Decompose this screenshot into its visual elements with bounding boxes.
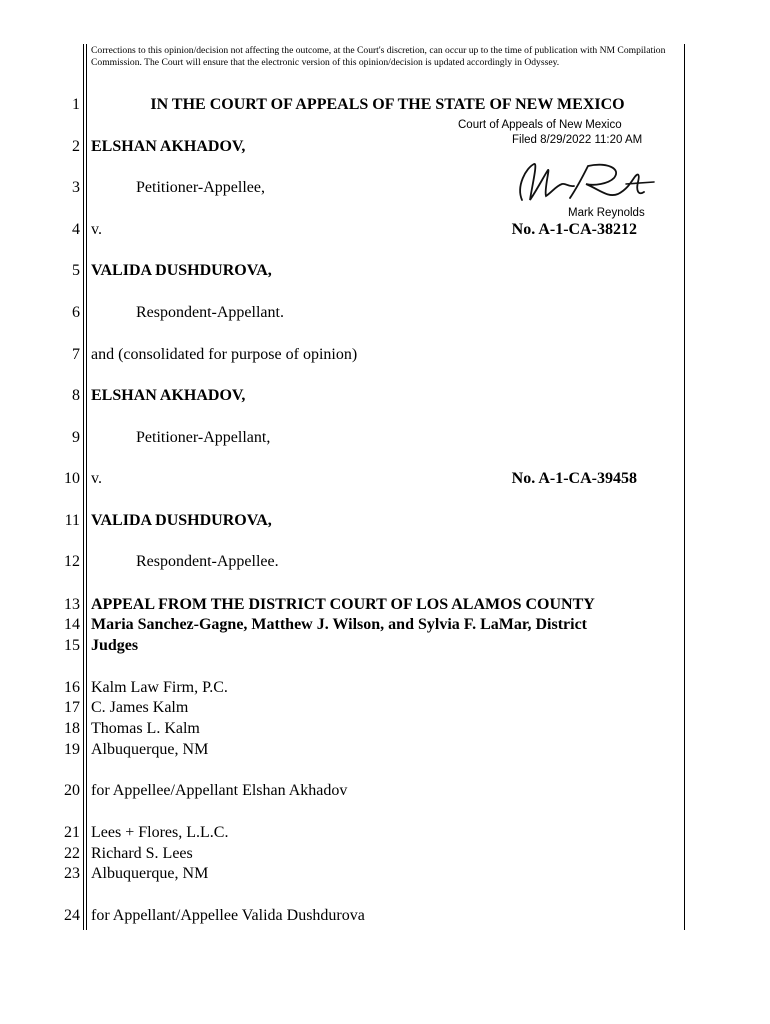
counsel1-representation: for Appellee/Appellant Elshan Akhadov [91, 782, 348, 799]
line-number: 14 [64, 616, 80, 633]
court-title: IN THE COURT OF APPEALS OF THE STATE OF NEW MEXICO [150, 96, 625, 113]
stamp-clerk-name: Mark Reynolds [568, 207, 645, 219]
line-number: 19 [64, 741, 80, 758]
line-number: 10 [64, 470, 80, 487]
counsel1-attorney: Thomas L. Kalm [91, 720, 200, 737]
judges-line-2: Judges [91, 637, 139, 654]
left-margin-rule-inner [86, 44, 87, 930]
line-number: 3 [72, 179, 80, 196]
line-number: 13 [64, 596, 80, 613]
line-number: 9 [72, 429, 80, 446]
line-number: 24 [64, 907, 80, 924]
case2-number: No. A-1-CA-39458 [511, 470, 637, 487]
line-number: 12 [64, 553, 80, 570]
stamp-court: Court of Appeals of New Mexico [458, 119, 622, 131]
right-margin-rule [684, 44, 685, 930]
line-number: 17 [64, 699, 80, 716]
line-number: 16 [64, 679, 80, 696]
case1-versus: v. [91, 221, 102, 238]
stamp-filed-date: Filed 8/29/2022 11:20 AM [512, 134, 643, 146]
counsel2-firm: Lees + Flores, L.L.C. [91, 824, 229, 841]
line-number: 2 [72, 138, 80, 155]
counsel1-attorney: C. James Kalm [91, 699, 189, 716]
judges-line-1: Maria Sanchez-Gagne, Matthew J. Wilson, and Sylvia F. LaMar, District [91, 616, 587, 633]
line-number: 11 [64, 512, 80, 529]
line-number: 7 [72, 346, 80, 363]
case1-petitioner: ELSHAN AKHADOV, [91, 138, 246, 155]
counsel2-representation: for Appellant/Appellee Valida Dushdurova [91, 907, 365, 924]
line-number: 18 [64, 720, 80, 737]
case1-respondent-role: Respondent-Appellant. [136, 304, 284, 321]
counsel1-firm: Kalm Law Firm, P.C. [91, 679, 228, 696]
line-number: 6 [72, 304, 80, 321]
counsel2-city: Albuquerque, NM [91, 865, 209, 882]
consolidated-note: and (consolidated for purpose of opinion) [91, 346, 358, 363]
line-number: 20 [64, 782, 80, 799]
case2-versus: v. [91, 470, 102, 487]
case2-respondent: VALIDA DUSHDUROVA, [91, 512, 272, 529]
corrections-notice: Corrections to this opinion/decision not affecting the outcome, at the Court's discretion, can occur up to the time of publication with NM Compilation Commission. The Court will ensure that the electronic version of this opinion/decision is updated accordingly in Odyssey. [91, 45, 666, 68]
left-margin-rule [83, 44, 84, 930]
line-number: 23 [64, 865, 80, 882]
appeal-from: APPEAL FROM THE DISTRICT COURT OF LOS ALAMOS COUNTY [91, 596, 595, 613]
line-number: 15 [64, 637, 80, 654]
case1-petitioner-role: Petitioner-Appellee, [136, 179, 265, 196]
case2-respondent-role: Respondent-Appellee. [136, 553, 279, 570]
line-number: 4 [72, 221, 80, 238]
line-number: 8 [72, 387, 80, 404]
line-number: 5 [72, 262, 80, 279]
case1-respondent: VALIDA DUSHDUROVA, [91, 262, 272, 279]
line-number: 22 [64, 845, 80, 862]
case2-petitioner-role: Petitioner-Appellant, [136, 429, 271, 446]
case2-petitioner: ELSHAN AKHADOV, [91, 387, 246, 404]
case1-number: No. A-1-CA-38212 [511, 221, 637, 238]
line-number: 21 [64, 824, 80, 841]
counsel2-attorney: Richard S. Lees [91, 845, 193, 862]
counsel1-city: Albuquerque, NM [91, 741, 209, 758]
line-number: 1 [72, 96, 80, 113]
